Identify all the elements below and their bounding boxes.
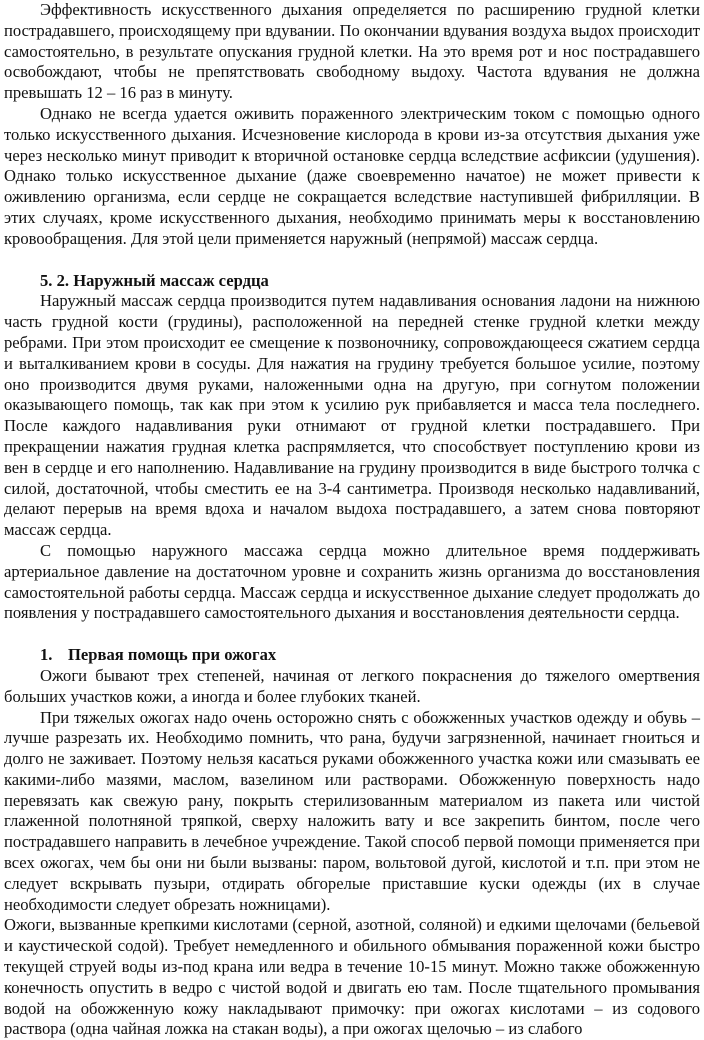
paragraph-severe-burns: При тяжелых ожогах надо очень осторожно снять с обожженных участков одежду и обувь – лучше разрезать их. Необходимо помнить, что рана, будучи загрязненной, начинает гноиться и долго не заживает. Поэтому нельзя касаться руками обожженного участка кожи или смазывать ее какими-либо мазями, маслом, вазелином или растворами. Обожженную поверхность надо перевязать как свежую рану, покрыть стерилизованным материалом из пакета или чистой глаженной полотняной тряпкой, сверху наложить вату и все закрепить бинтом, после чего пострадавшего направить в лечебное учреждение. Такой способ первой помощи применяется при всех ожогах, чем бы они ни были вызваны: паром, вольтовой дугой, кислотой и т.п. при этом не следует вскрывать пузыри, отдирать обгорелые приставшие куски одежды (их в случае необходимости следует обрезать ножницами).	[4, 707, 700, 914]
list-number: 1.	[40, 645, 53, 665]
paragraph-breathing-effectiveness: Эффективность искусственного дыхания определяется по расширению грудной клетки пострадавшего, происходящему при вдувании. По окончании вдувания воздуха выдох происходит самостоятельно, в результате опускания грудной клетки. На это время рот и нос пострадавшего освобождают, чтобы не препятствовать свободному выдоху. Частота вдувания не должна превышать 12 – 16 раз в минуту.	[4, 0, 700, 103]
section-heading: 5. 2. Наружный массаж сердца	[40, 270, 269, 290]
list-heading-text: Первая помощь при ожогах	[68, 645, 277, 665]
paragraph-external-massage-technique: Наружный массаж сердца производится путем надавливания основания ладони на нижнюю часть грудной кости (грудины), расположенной на передней стенке грудной клетки между ребрами. При этом происходит ее смещение к позвоночнику, сопровождающееся сжатием сердца и выталкиванием крови в сосуды. Для нажатия на грудину требуется большое усилие, поэтому оно производится двумя руками, наложенными одна на другую, при согнутом положении оказывающего помощь, так как при этом к усилию рук прибавляется и масса тела последнего. После каждого надавливания руки отнимают от грудной клетки пострадавшего. При прекращении нажатия грудная клетка распрямляется, что способствует поступлению крови из вен в сердце и его наполнению. Надавливание на грудину производится в виде быстрого толчка с силой, достаточной, чтобы сместить ее на 3-4 сантиметра. Производя несколько надавливаний, делают перерыв на время вдоха и началом выдоха пострадавшего, а затем снова повторяют массаж сердца.	[4, 291, 700, 540]
paragraph-burn-degrees: Ожоги бывают трех степеней, начиная от легкого покраснения до тяжелого омертвения больших участков кожи, а иногда и более глубоких тканей.	[4, 665, 700, 706]
spacer	[4, 250, 700, 271]
spacer	[4, 624, 700, 645]
list-heading-burns	[4, 645, 700, 666]
paragraph-external-massage-duration: С помощью наружного массажа сердца можно длительное время поддерживать артериальное давление на достаточном уровне и сохранить жизнь организма до восстановления самостоятельной работы сердца. Массаж сердца и искусственное дыхание следует продолжать до появления у пострадавшего самостоятельного дыхания и восстановления деятельности сердца.	[4, 540, 700, 623]
paragraph-heart-massage-need: Однако не всегда удается оживить пораженного электрическим током с помощью одного только искусственного дыхания. Исчезновение кислорода в крови из-за отсутствия дыхания уже через несколько минут приводит к вторичной остановке сердца вследствие асфиксии (удушения). Однако только искусственное дыхание (даже своевременно начатое) не может привести к оживлению организма, если сердце не сокращается вследствие наступившей фибрилляции. В этих случаях, кроме искусственного дыхания, необходимо принимать меры к восстановлению кровообращения. Для этой цели применяется наружный (непрямой) массаж сердца.	[4, 103, 700, 248]
document-page	[4, 0, 700, 1040]
paragraph-chemical-burns: Ожоги, вызванные крепкими кислотами (серной, азотной, соляной) и едкими щелочами (бельевой и каустической содой). Требует немедленного и обильного обмывания пораженной кожи быстро текущей струей воды из-под крана или ведра в течение 10-15 минут. Можно также обожженную конечность опустить в ведро с чистой водой и двигать ею там. После тщательного промывания водой на обожженную кожу накладывают примочку: при ожогах кислотами – из содового раствора (одна чайная ложка на стакан воды), а при ожогах щелочью – из слабого	[4, 915, 700, 1039]
